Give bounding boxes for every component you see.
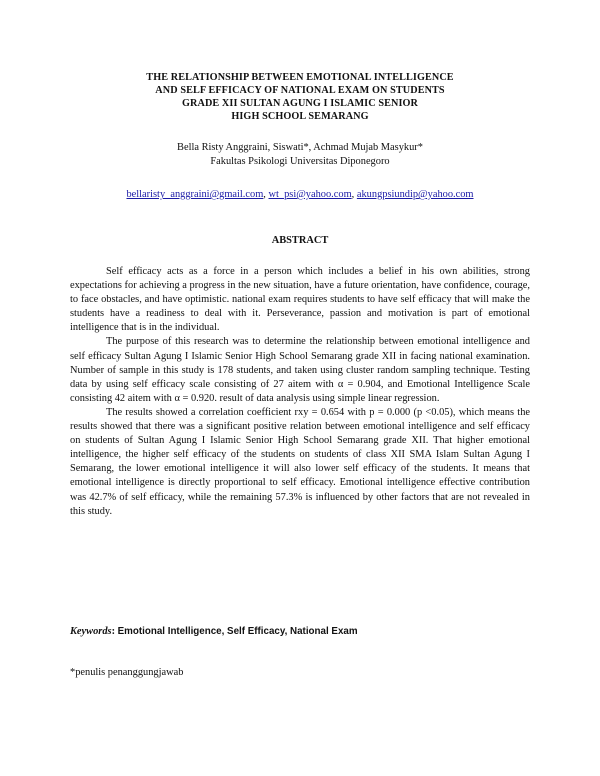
- email-link[interactable]: akungpsiundip@yahoo.com: [356, 189, 474, 200]
- title-line: THE RELATIONSHIP BETWEEN EMOTIONAL INTELLIGENCE: [146, 72, 454, 83]
- author-names: Bella Risty Anggraini, Siswati*, Achmad Mujab Masykur*: [177, 142, 423, 153]
- keywords-line: [70, 626, 358, 637]
- abstract-paragraph: The results showed a correlation coefficient rxy = 0.654 with p = 0.000 (p <0.05), which means the results showed that there was a significant positive relation between emotional intelligence and self efficacy on students of Sultan Agung I Islamic Senior High School Semarang grade XII. That higher emotional intelligence, the higher self efficacy of the students on students of class XII SMA Islam Sultan Agung I Semarang, the lower emotional intelligence it will also lower self efficacy of the students. It means that emotional intelligence is directly proportional to self efficacy. Emotional intelligence effective contribution was 42.7% of self efficacy, while the remaining 57.3% is influenced by other factors that are not revealed in this study.: [70, 406, 530, 517]
- keywords-label: Keywords: [70, 626, 112, 637]
- footnote: *penulis penanggungjawab: [70, 667, 184, 678]
- keywords-values: Emotional Intelligence, Self Efficacy, National Exam: [117, 626, 358, 637]
- title-line: HIGH SCHOOL SEMARANG: [231, 111, 369, 122]
- email-separator: ,: [263, 189, 269, 200]
- abstract-paragraph: Self efficacy acts as a force in a person which includes a belief in his own abilities, strong expectations for achieving a progress in the new situation, have a future orientation, have confidence, courage, to face obstacles, and have optimistic. national exam requires students to have self efficacy that will make the students have a readiness to deal with it. Perseverance, passion and motivation is part of emotional intelligence that is in the individual.: [70, 266, 530, 334]
- title-line: AND SELF EFFICACY OF NATIONAL EXAM ON STUDENTS: [155, 85, 445, 96]
- email-link[interactable]: wt_psi@yahoo.com: [268, 189, 352, 200]
- affiliation: Fakultas Psikologi Universitas Diponegoro: [210, 156, 390, 167]
- paper-title: [60, 71, 540, 123]
- abstract-paragraph: The purpose of this research was to determine the relationship between emotional intelligence and self efficacy Sultan Agung I Islamic Senior High School Semarang grade XII in facing national examination. Number of sample in this study is 178 students, and taken using cluster random sampling technique. Testing data by using self efficacy scale consisting of 27 aitem with α = 0.904, and Emotional Intelligence Scale consisting 42 aitem with α = 0.920. result of data analysis using simple linear regression.: [70, 336, 530, 404]
- title-line: GRADE XII SULTAN AGUNG I ISLAMIC SENIOR: [182, 98, 418, 109]
- keywords-separator: :: [111, 626, 118, 637]
- author-block: [60, 141, 540, 169]
- email-list: [60, 188, 540, 202]
- abstract-heading: ABSTRACT: [271, 235, 329, 246]
- email-link[interactable]: bellaristy_anggraini@gmail.com: [126, 189, 264, 200]
- abstract-body: [70, 265, 530, 519]
- email-separator: ,: [351, 189, 357, 200]
